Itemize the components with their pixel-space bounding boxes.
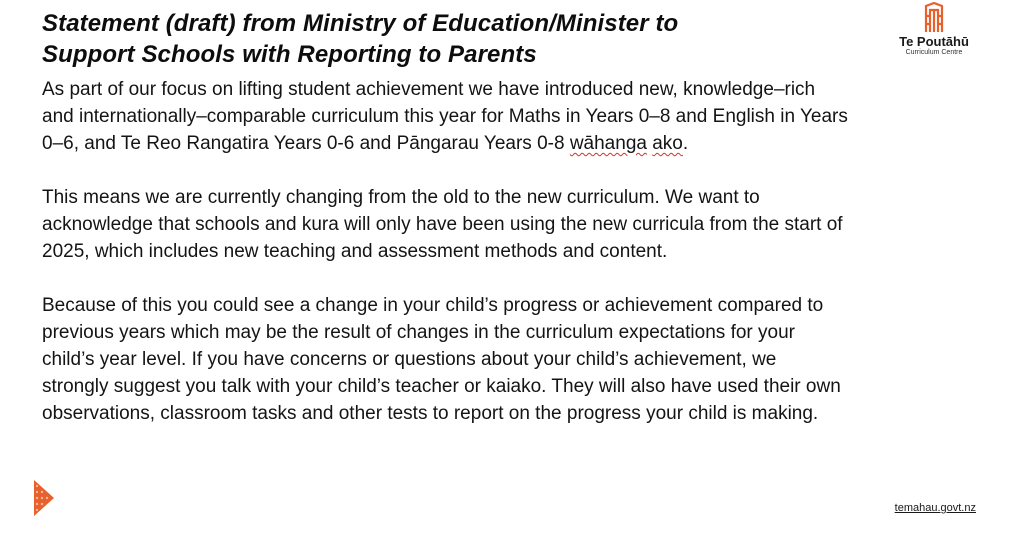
text-run: 0–6, and Te Reo Rangatira Years 0-6 and Pāngarau Years 0-8 [42,133,570,154]
slide-title [42,8,842,70]
title-line-2: Support Schools with Reporting to Parents [42,41,537,68]
title-line-1: Statement (draft) from Ministry of Education/Minister to [42,10,679,37]
paragraph-line: observations, classroom tasks and other tests to report on the progress your child is making. [42,403,819,424]
paragraph-line: 2025, which includes new teaching and assessment methods and content. [42,241,668,262]
spellcheck-flagged-word: wāhanga [569,133,647,154]
paragraph-line: strongly suggest you talk with your child’s teacher or kaiako. They will also have used their own [42,376,841,397]
paragraph-line: As part of our focus on lifting student achievement we have introduced new, knowledge–rich [42,79,816,100]
poutahu-carving-icon [923,2,945,34]
text-run: . [682,133,689,154]
logo-name: Te Poutāhū [899,34,969,49]
paragraph-line: previous years which may be the result of changes in the curriculum expectations for your [42,322,795,343]
paragraph-line: acknowledge that schools and kura will only have been using the new curricula from the start of [42,214,843,235]
paragraph-line: Because of this you could see a change in your child’s progress or achievement compared to [42,295,824,316]
chevron-pattern-icon [34,480,54,516]
paragraph-2 [42,184,992,265]
paragraph-3 [42,292,992,427]
te-poutahu-logo [884,2,984,64]
paragraph-line [42,130,992,157]
paragraph-line: and internationally–comparable curriculum this year for Maths in Years 0–8 and English in Years [42,106,848,127]
paragraph-line: child’s year level. If you have concerns or questions about your child’s achievement, we [42,349,777,370]
paragraph-line: This means we are currently changing from the old to the new curriculum. We want to [42,187,760,208]
statement-body [42,76,992,454]
spellcheck-flagged-word: ako [652,133,683,154]
footer-website-link[interactable]: temahau.govt.nz [894,502,976,514]
logo-subtitle: Curriculum Centre [905,49,963,56]
paragraph-1 [42,76,992,157]
